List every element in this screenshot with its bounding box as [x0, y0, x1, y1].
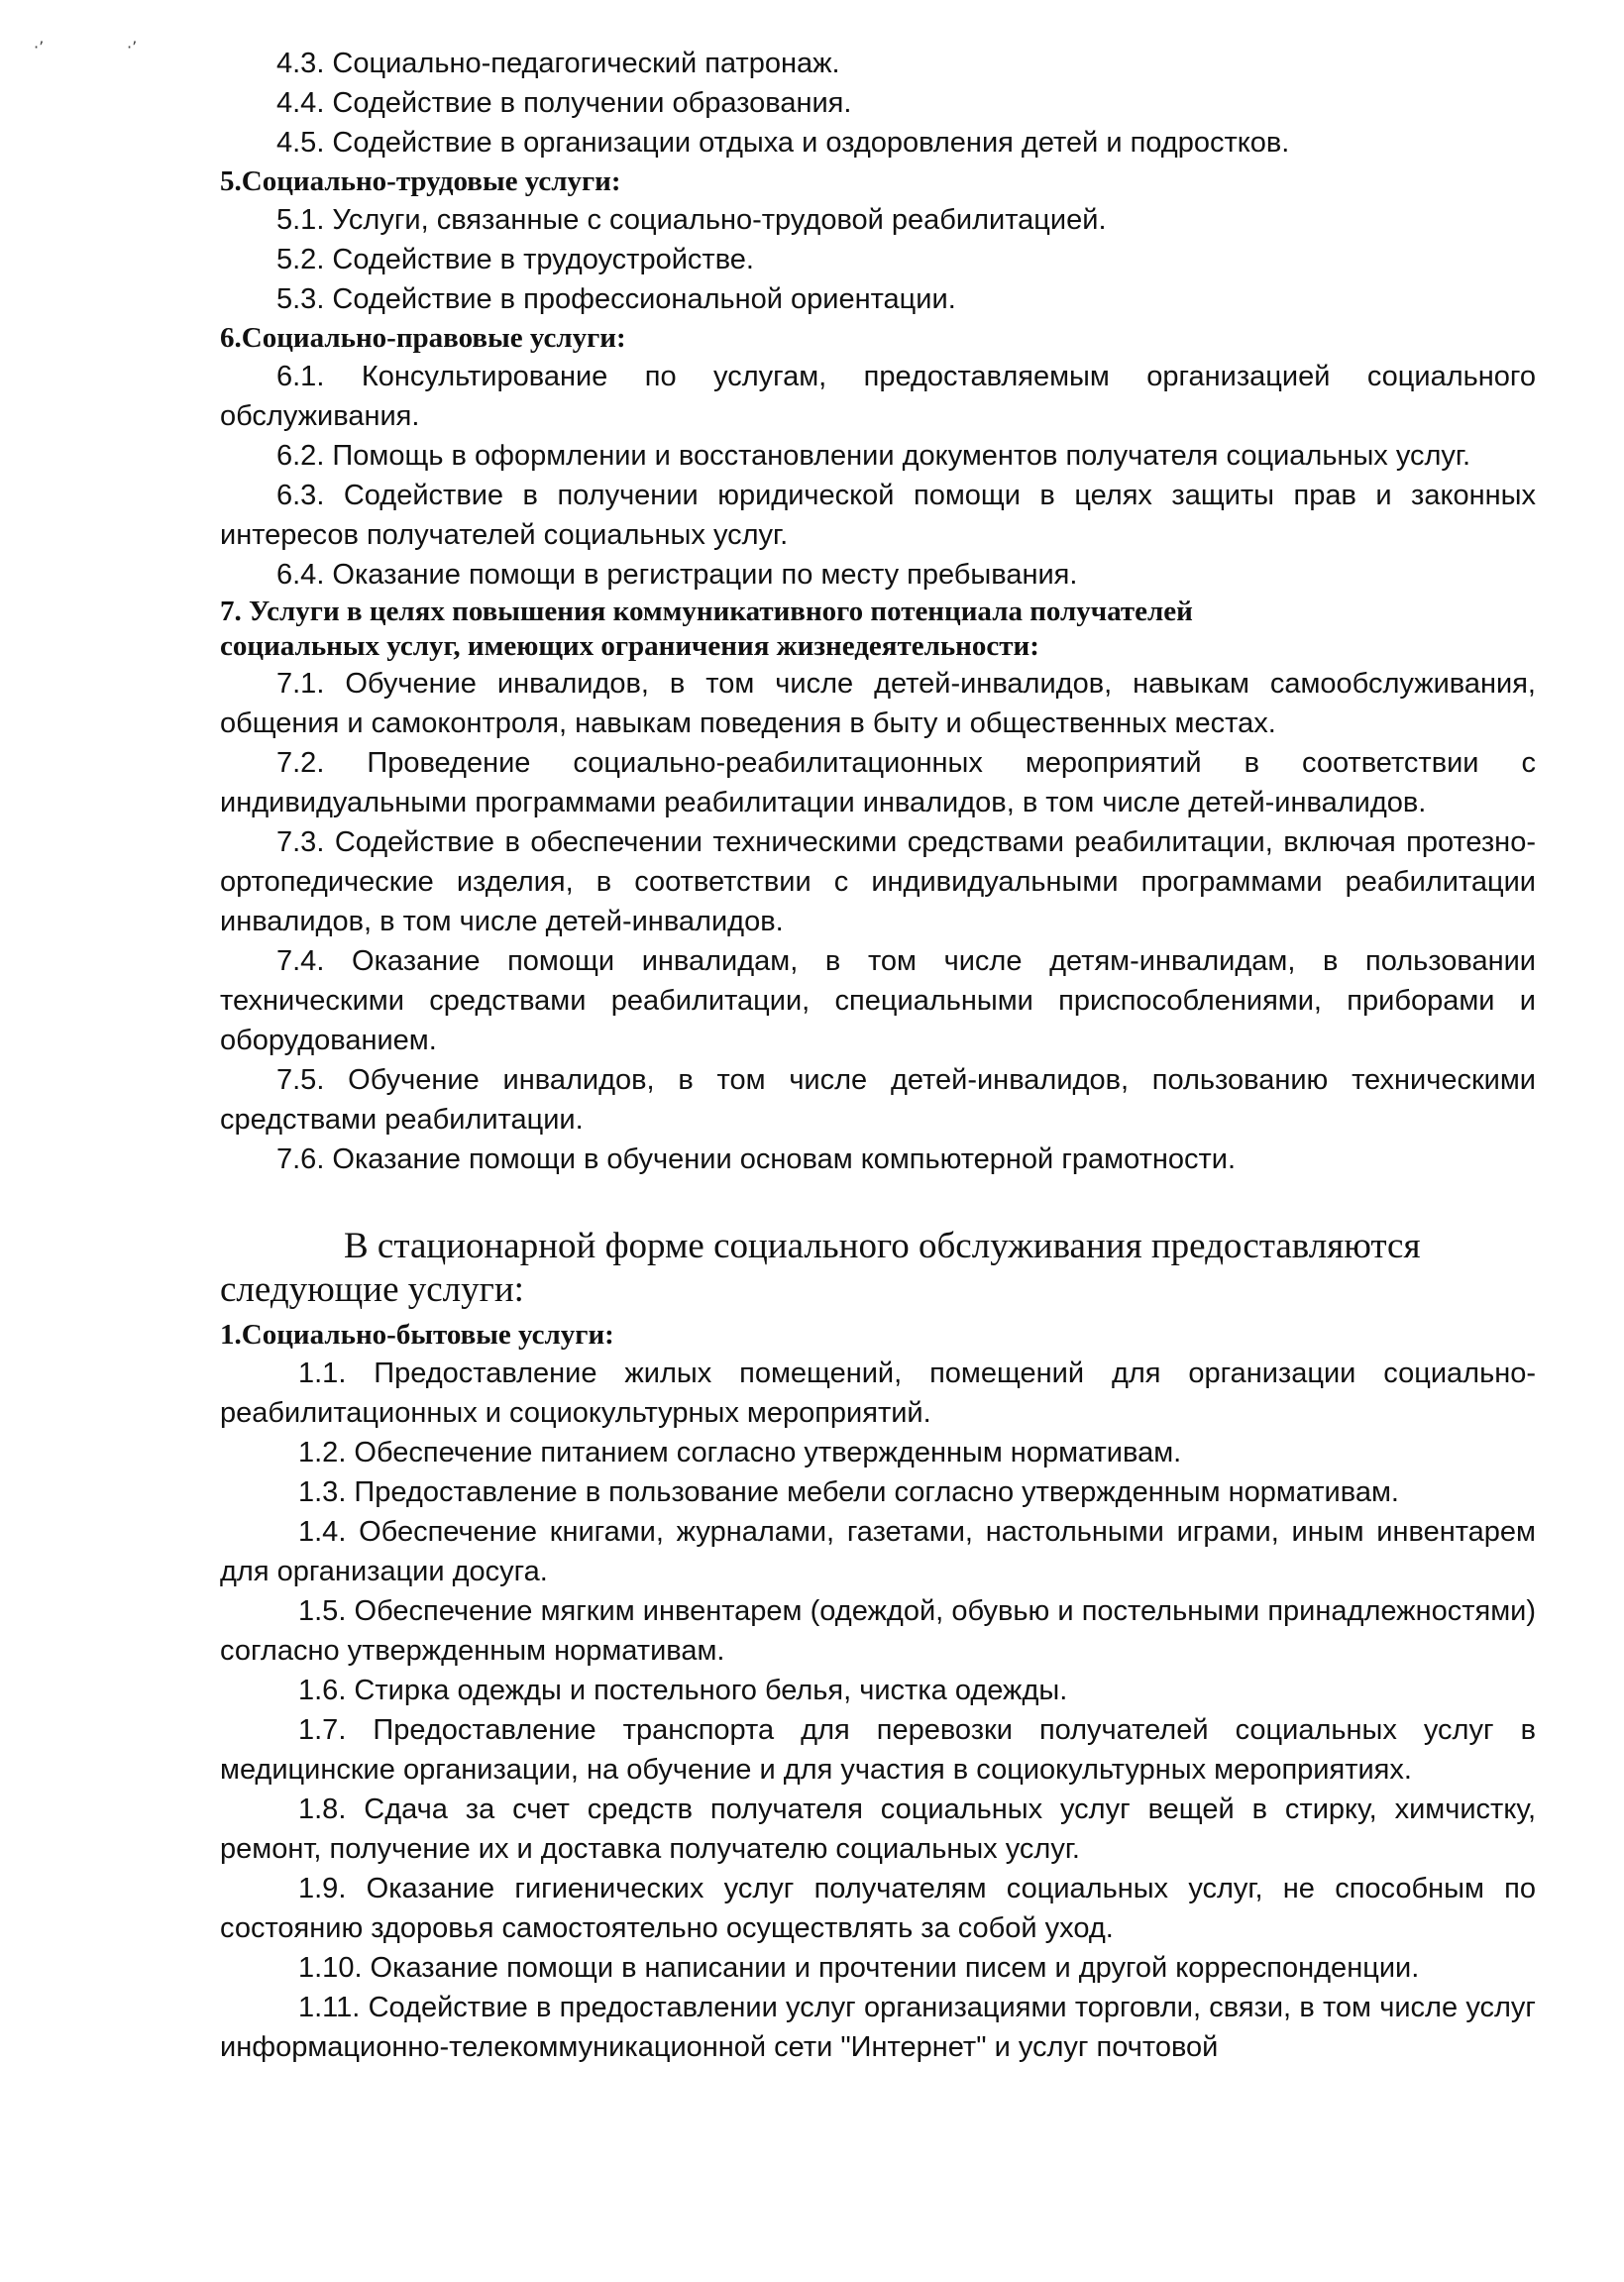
list-item: 1.7. Предоставление транспорта для перевозки получателей социальных услуг в медицинские организации, на обучение и для участия в социокультурных мероприятиях.	[220, 1714, 1536, 1786]
list-item: 7.4. Оказание помощи инвалидам, в том числе детям-инвалидам, в пользовании техническими средствами реабилитации, специальными приспособлениями, приборами и оборудованием.	[220, 945, 1536, 1056]
list-item: 1.10. Оказание помощи в написании и прочтении писем и другой корреспонденции.	[298, 1952, 1420, 1984]
list-item: 7.5. Обучение инвалидов, в том числе детей-инвалидов, пользованию техническими средствами реабилитации.	[220, 1064, 1536, 1136]
scan-mark: ·’	[34, 38, 45, 56]
section-title: В стационарной форме социального обслуживания предоставляются следующие услуги:	[220, 1226, 1421, 1310]
list-item: 4.4. Содействие в получении образования.	[276, 87, 852, 119]
list-item: 7.3. Содействие в обеспечении техническими средствами реабилитации, включая протезно-ортопедические изделия, в соответствии с индивидуальными программами реабилитации инвалидов, в том числе детей-инвалидов.	[220, 826, 1536, 937]
list-item: 5.3. Содействие в профессиональной ориентации.	[276, 283, 956, 315]
document-body	[220, 44, 1536, 2067]
list-item: 1.6. Стирка одежды и постельного белья, чистка одежды.	[298, 1675, 1068, 1706]
list-item: 7.6. Оказание помощи в обучении основам компьютерной грамотности.	[276, 1143, 1237, 1175]
list-item: 1.4. Обеспечение книгами, журналами, газетами, настольными играми, иным инвентарем для организации досуга.	[220, 1516, 1536, 1587]
list-item: 4.5. Содействие в организации отдыха и оздоровления детей и подростков.	[276, 127, 1290, 159]
section-heading: 6.Социально-правовые услуги:	[220, 322, 626, 354]
section-heading-continued: социальных услуг, имеющих ограничения жизнедеятельности:	[220, 630, 1039, 662]
list-item: 4.3. Социально-педагогический патронаж.	[276, 48, 840, 79]
list-item: 1.3. Предоставление в пользование мебели согласно утвержденным нормативам.	[298, 1476, 1399, 1508]
list-item: 1.5. Обеспечение мягким инвентарем (одеждой, обувью и постельными принадлежностями) согласно утвержденным нормативам.	[220, 1595, 1536, 1667]
list-item: 1.9. Оказание гигиенических услуг получателям социальных услуг, не способным по состоянию здоровья самостоятельно осуществлять за собой уход.	[220, 1873, 1536, 1944]
section-heading: 7. Услуги в целях повышения коммуникативного потенциала получателей	[220, 596, 1193, 627]
list-item: 6.2. Помощь в оформлении и восстановлении документов получателя социальных услуг.	[276, 440, 1471, 472]
section-heading: 5.Социально-трудовые услуги:	[220, 165, 621, 197]
list-item: 1.11. Содействие в предоставлении услуг организациями торговли, связи, в том числе услуг информационно-телекоммуникационной сети "Интернет" и услуг почтовой	[220, 1992, 1536, 2063]
list-item: 6.4. Оказание помощи в регистрации по месту пребывания.	[276, 559, 1078, 591]
section-heading: 1.Социально-бытовые услуги:	[220, 1319, 614, 1351]
list-item: 1.2. Обеспечение питанием согласно утвержденным нормативам.	[298, 1437, 1182, 1468]
list-item: 1.1. Предоставление жилых помещений, помещений для организации социально-реабилитационных и социокультурных мероприятий.	[220, 1358, 1536, 1429]
scan-mark: ·’	[127, 38, 138, 56]
list-item: 7.2. Проведение социально-реабилитационных мероприятий в соответствии с индивидуальными программами реабилитации инвалидов, в том числе детей-инвалидов.	[220, 747, 1536, 818]
list-item: 6.1. Консультирование по услугам, предоставляемым организацией социального обслуживания.	[220, 361, 1536, 432]
list-item: 1.8. Сдача за счет средств получателя социальных услуг вещей в стирку, химчистку, ремонт, получение их и доставка получателю социальных услуг.	[220, 1793, 1536, 1865]
list-item: 5.1. Услуги, связанные с социально-трудовой реабилитацией.	[276, 204, 1107, 236]
list-item: 7.1. Обучение инвалидов, в том числе детей-инвалидов, навыкам самообслуживания, общения и самоконтроля, навыкам поведения в быту и общественных местах.	[220, 668, 1536, 739]
list-item: 5.2. Содействие в трудоустройстве.	[276, 244, 754, 275]
list-item: 6.3. Содействие в получении юридической помощи в целях защиты прав и законных интересов получателей социальных услуг.	[220, 480, 1536, 551]
